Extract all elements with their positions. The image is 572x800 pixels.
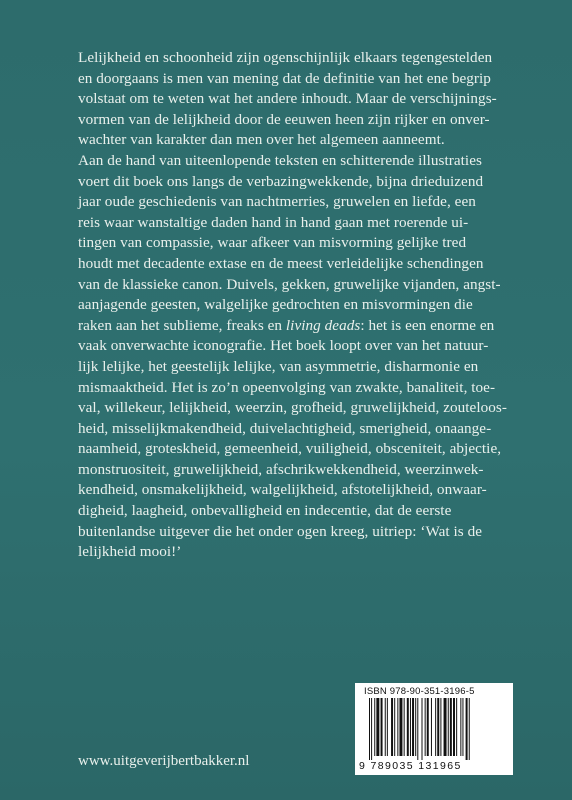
blurb-line: Lelijkheid en schoonheid zijn ogenschijnlijk elkaars tegengestelden (78, 49, 493, 66)
barcode-bar (397, 698, 398, 756)
blurb-line: aanjagende geesten, walgelijke gedrochten en misvormingen die (78, 296, 473, 314)
blurb-line: kendheid, onsmakelijkheid, walgelijkheid, afstotelijkheid, onwaar- (78, 481, 487, 499)
blurb-line: wachter van karakter dan men over het algemeen aanneemt. (78, 131, 445, 149)
blurb-line: buitenlandse uitgever die het onder ogen kreeg, uitriep: ‘Wat is de (78, 522, 483, 540)
barcode-bar (374, 698, 375, 756)
blurb-line: vormen van de lelijkheid door de eeuwen heen zijn rijker en onver- (78, 110, 490, 128)
blurb-line: en doorgaans is men van mening dat de definitie van het ene begrip (78, 69, 491, 87)
blurb-line: van de klassieke canon. Duivels, gekken, gruwelijke vijanden, angst- (78, 275, 501, 293)
blurb-text (78, 48, 538, 563)
barcode-bar (427, 698, 429, 756)
barcode-bar (417, 698, 418, 760)
blurb-line: naamheid, groteskheid, gemeenheid, vuiligheid, obsceniteit, abjectie, (78, 440, 502, 458)
italic-phrase: living deads (285, 316, 361, 334)
blurb-line: volstaat om te weten wat het andere inhoudt. Maar de verschijnings- (78, 90, 497, 108)
blurb-line: houdt met decadente extase en de meest verleidelijke schendingen (78, 254, 484, 272)
barcode-bar (410, 698, 411, 756)
blurb-line: val, willekeur, lelijkheid, weerzin, grofheid, gruwelijkheid, zouteloos- (78, 399, 507, 417)
barcode-bar (369, 698, 370, 760)
barcode-bar (387, 698, 388, 756)
blurb-line-tail: : het is een enorme en (360, 316, 495, 334)
blurb-line-with-italic (78, 316, 538, 337)
barcode-bar (407, 698, 409, 756)
barcode-bar (440, 698, 441, 756)
barcode-bar (469, 698, 470, 760)
barcode-bar (422, 698, 423, 760)
blurb-line: mismaaktheid. Het is zo’n opeenvolging van zwakte, banaliteit, toe- (78, 378, 496, 396)
barcode-bar (404, 698, 405, 756)
blurb-line: lelijkheid mooi!’ (78, 543, 182, 561)
barcode-bar (466, 698, 468, 760)
barcode-icon (369, 698, 507, 760)
blurb-line: Aan de hand van uiteenlopende teksten en schitterende illustraties (78, 151, 482, 169)
barcode-bar (385, 698, 386, 756)
barcode-bar (394, 698, 395, 756)
barcode-bar (415, 698, 416, 756)
blurb-line: voert dit boek ons langs de verbazingwekkende, bijna drieduizend (78, 172, 484, 190)
blurb-line: vaak onverwachte iconografie. Het boek loopt over van het natuur- (78, 337, 489, 355)
barcode-bar (399, 698, 402, 756)
barcode-bar (448, 698, 449, 756)
barcode-bar (376, 698, 379, 756)
blurb-line: lijk lelijke, het geestelijk lelijke, van asymmetrie, disharmonie en (78, 357, 479, 375)
barcode-bar (412, 698, 414, 756)
publisher-website: www.uitgeverijbertbakker.nl (78, 753, 250, 769)
barcode-bar (371, 698, 372, 760)
blurb-line-head: raken aan het sublieme, freaks en (78, 316, 286, 334)
barcode-bar (460, 698, 461, 756)
barcode-bar (437, 698, 439, 756)
isbn-barcode-box (355, 683, 513, 775)
isbn-label: ISBN 978-90-351-3196-5 (364, 686, 475, 697)
barcode-bar (431, 698, 432, 756)
barcode-bar (381, 698, 383, 756)
blurb-line: reis waar wanstaltige daden hand in hand gaan met roerende ui- (78, 213, 469, 231)
blurb-line: tingen van compassie, waar afkeer van misvorming gelijke tred (78, 234, 467, 252)
blurb-line: heid, misselijkmakendheid, duivelachtigheid, smerigheid, onaange- (78, 419, 492, 437)
blurb-line: monstruositeit, gruwelijkheid, afschrikwekkendheid, weerzinwek- (78, 460, 484, 478)
barcode-bar (391, 698, 393, 756)
barcode-bar (425, 698, 426, 756)
barcode-bar (444, 698, 447, 756)
barcode-bar (462, 698, 463, 756)
barcode-bar (435, 698, 436, 756)
barcode-bar (453, 698, 455, 756)
blurb-line: jaar oude geschiedenis van nachtmerries, gruwelen en liefde, een (78, 193, 476, 211)
barcode-bar (450, 698, 452, 756)
isbn-digits: 9 789035 131965 (359, 760, 462, 772)
blurb-line: digheid, laagheid, onbevalligheid en indecentie, dat de eerste (78, 502, 452, 520)
barcode-bar (456, 698, 457, 756)
